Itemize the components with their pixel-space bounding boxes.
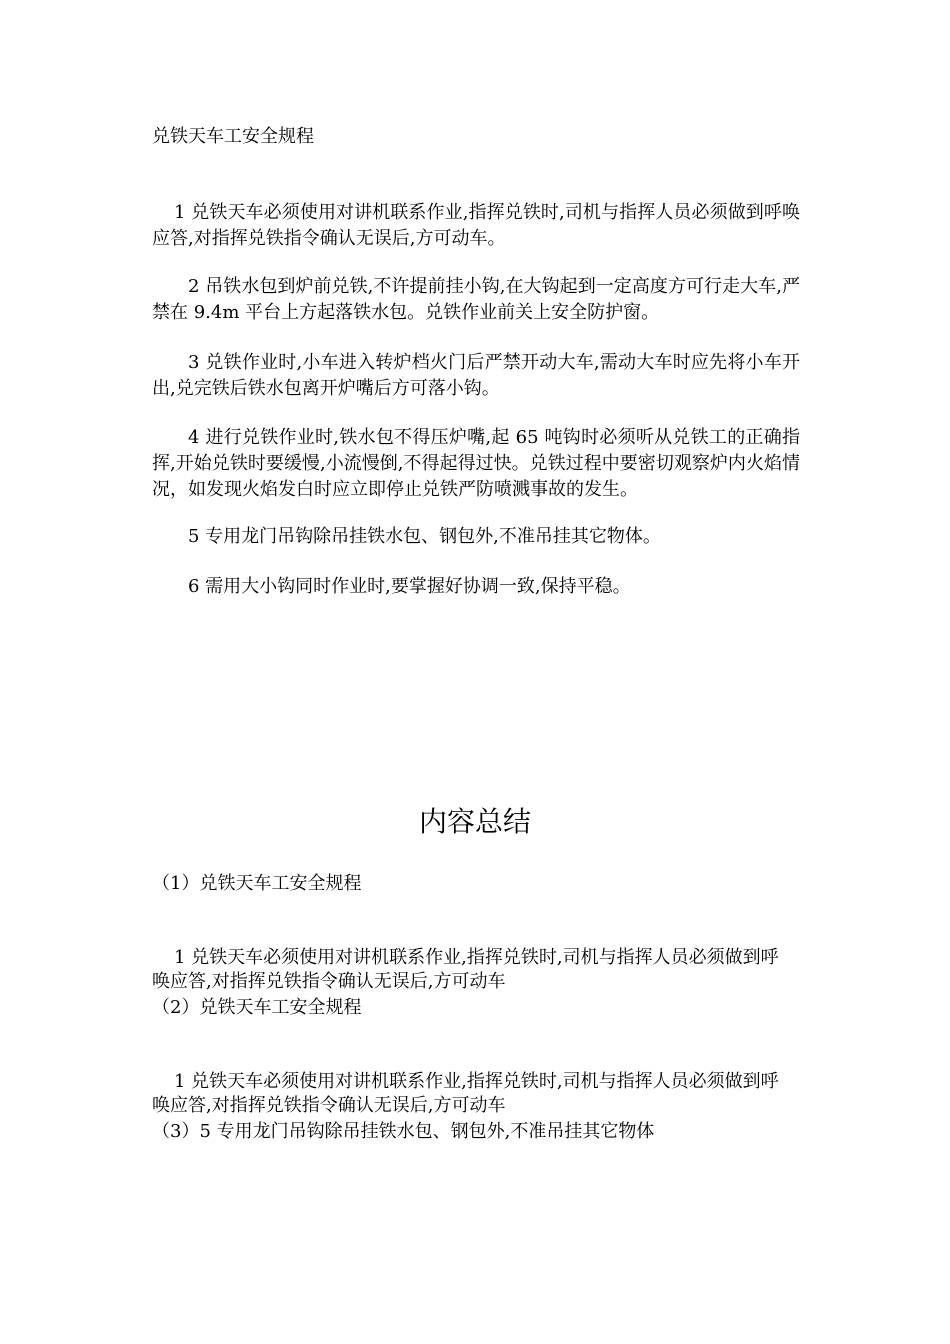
summary-item-2-label: （2）兑铁天车工安全规程 — [152, 997, 362, 1018]
paragraph-5: 5 专用龙门吊钩除吊挂铁水包、钢包外,不准吊挂其它物体。 — [188, 526, 661, 547]
summary-item-1-body: 1 兑铁天车必须使用对讲机联系作业,指挥兑铁时,司机与指挥人员必须做到呼唤应答,对指挥兑铁指令确认无误后,方可动车 — [152, 947, 779, 992]
paragraph-3: 3 兑铁作业时,小车进入转炉档火门后严禁开动大车,需动大车时应先将小车开出,兑完铁后铁水包离开炉嘴后方可落小钩。 — [152, 352, 800, 399]
summary-item-2-body: 1 兑铁天车必须使用对讲机联系作业,指挥兑铁时,司机与指挥人员必须做到呼唤应答,对指挥兑铁指令确认无误后,方可动车 — [152, 1071, 779, 1116]
paragraph-2: 2 吊铁水包到炉前兑铁,不许提前挂小钩,在大钩起到一定高度方可行走大车,严禁在 9.4m 平台上方起落铁水包。兑铁作业前关上安全防护窗。 — [152, 276, 800, 323]
paragraph-6: 6 需用大小钩同时作业时,要掌握好协调一致,保持平稳。 — [188, 576, 631, 597]
summary-heading: 内容总结 — [418, 805, 531, 838]
paragraph-4: 4 进行兑铁作业时,铁水包不得压炉嘴,起 65 吨钩时必须听从兑铁工的正确指挥,开始兑铁时要缓慢,小流慢倒,不得起得过快。兑铁过程中要密切观察炉内火焰情况，如发现火焰发白时应立即停止兑铁严防喷溅事故的发生。 — [152, 427, 800, 500]
document-title: 兑铁天车工安全规程 — [152, 126, 314, 147]
summary-item-3-label: （3）5 专用龙门吊钩除吊挂铁水包、钢包外,不准吊挂其它物体 — [152, 1121, 655, 1142]
summary-item-1-label: （1）兑铁天车工安全规程 — [152, 873, 362, 894]
paragraph-1: 1 兑铁天车必须使用对讲机联系作业,指挥兑铁时,司机与指挥人员必须做到呼唤应答,对指挥兑铁指令确认无误后,方可动车。 — [152, 202, 800, 249]
